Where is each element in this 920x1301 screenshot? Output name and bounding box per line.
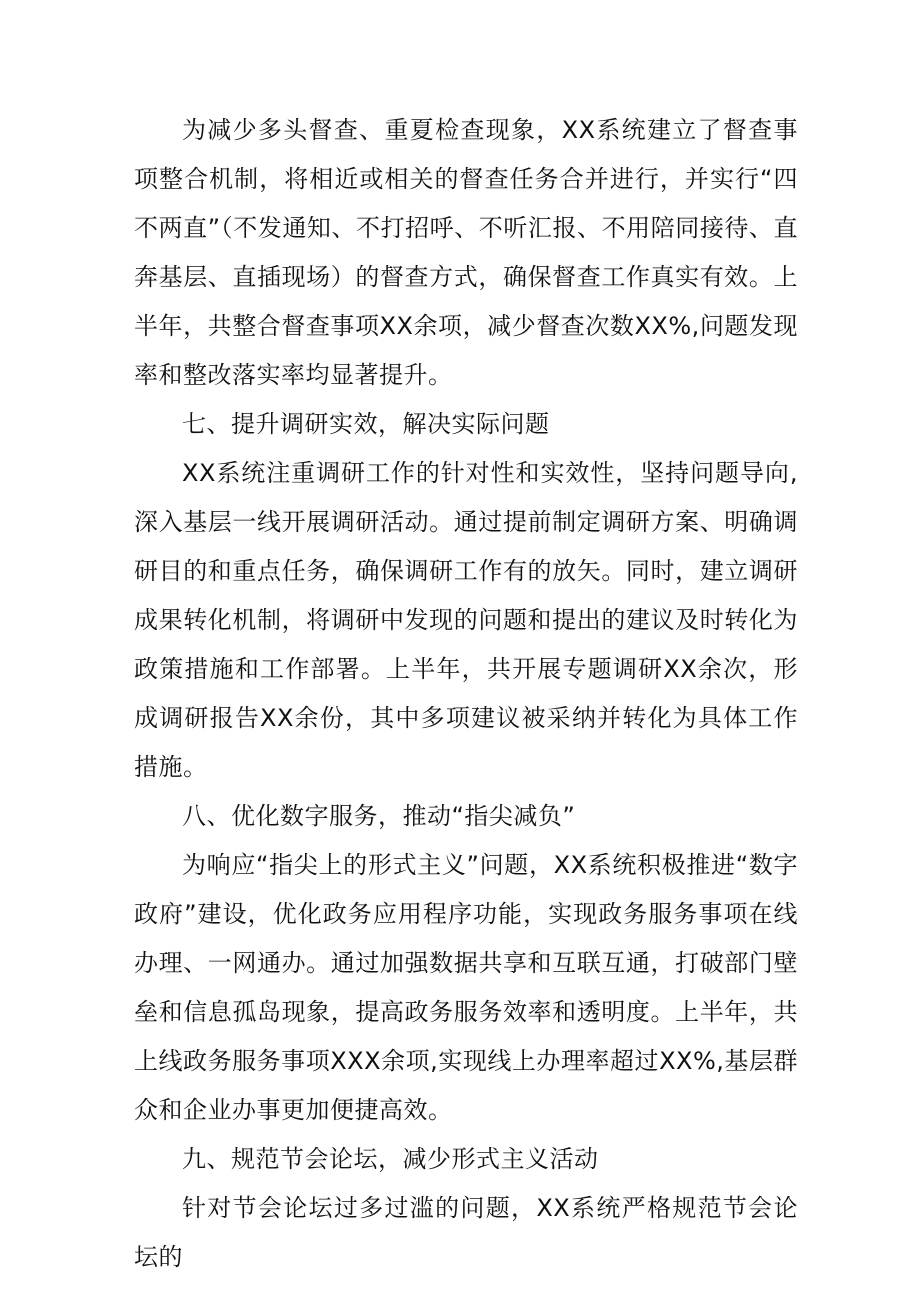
paragraph-forum-regulation: 针对节会论坛过多过滥的问题，XX系统严格规范节会论坛的 — [134, 1194, 798, 1271]
section-heading-8: 八、优化数字服务，推动“指尖减负” — [182, 802, 576, 830]
section-heading-7: 七、提升调研实效，解决实际问题 — [182, 410, 550, 438]
document-body — [134, 106, 798, 1282]
section-heading-9: 九、规范节会论坛，减少形式主义活动 — [182, 1145, 599, 1173]
paragraph-inspection-integration: 为减少多头督查、重夏检查现象，XX系统建立了督查事项整合机制，将相近或相关的督查任务合并进行，并实行“四不两直”（不发通知、不打招呼、不听汇报、不用陪同接待、直奔基层、直插现场）的督查方式，确保督查工作真实有效。上半年，共整合督查事项XX余项，减少督查次数XX%,问题发现率和整改落实率均显著提升。 — [134, 116, 798, 389]
paragraph-digital-services: 为响应“指尖上的形式主义”问题，XX系统积极推进“数字政府”建设，优化政务应用程序功能，实现政务服务事项在线办理、一网通办。通过加强数据共享和互联互通，打破部门壁垒和信息孤岛现象，提高政务服务效率和透明度。上半年，共上线政务服务事项XXX余项,实现线上办理率超过XX%,基层群众和企业办事更加便捷高效。 — [134, 851, 798, 1124]
paragraph-research-effectiveness: XX系统注重调研工作的针对性和实效性，坚持问题导向,深入基层一线开展调研活动。通过提前制定调研方案、明确调研目的和重点任务，确保调研工作有的放矢。同时，建立调研成果转化机制，将调研中发现的问题和提出的建议及时转化为政策措施和工作部署。上半年，共开展专题调研XX余次，形成调研报告XX余份，其中多项建议被采纳并转化为具体工作措施。 — [134, 459, 798, 781]
